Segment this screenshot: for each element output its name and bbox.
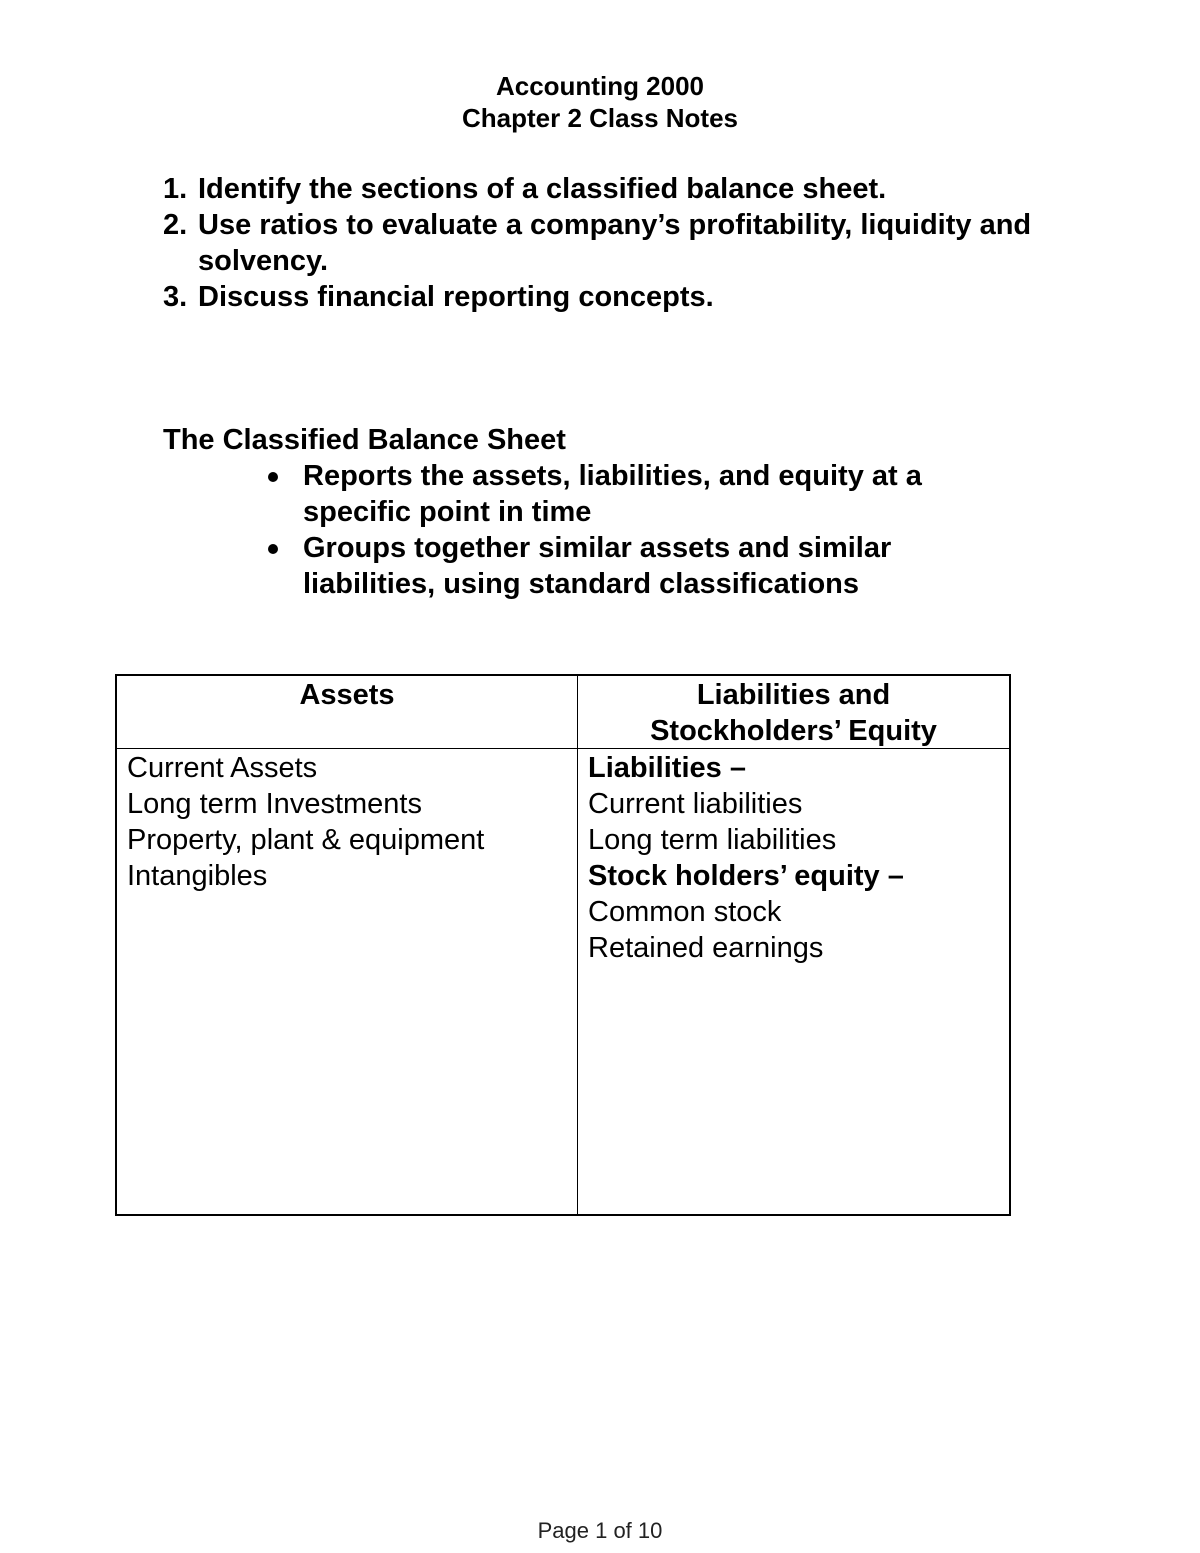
objective-number: 1. <box>163 173 188 205</box>
objective-item <box>163 171 1063 207</box>
objective-item <box>163 207 1063 279</box>
bullet-list <box>303 458 1023 602</box>
asset-item: Current Assets <box>127 752 318 784</box>
liabilities-header-line1: Liabilities and <box>696 679 891 711</box>
liabilities-subheading: Liabilities – <box>588 752 746 784</box>
document-title: Accounting 2000 <box>495 71 705 101</box>
bullet-icon <box>268 472 278 482</box>
objective-text: Use ratios to evaluate a company’s profitability, liquidity and solvency. <box>198 209 1032 277</box>
bullet-text: Reports the assets, liabilities, and equity at a specific point in time <box>303 460 922 528</box>
liability-item: Long term liabilities <box>588 824 837 856</box>
asset-item: Property, plant & equipment <box>127 824 485 856</box>
equity-subheading: Stock holders’ equity – <box>588 860 904 892</box>
objective-text: Identify the sections of a classified balance sheet. <box>198 173 887 205</box>
equity-item: Common stock <box>588 896 782 928</box>
bullet-icon <box>268 544 278 554</box>
bullet-text: Groups together similar assets and similar liabilities, using standard classifications <box>303 532 892 600</box>
objective-number: 2. <box>163 209 188 241</box>
asset-item: Long term Investments <box>127 788 422 820</box>
equity-item: Retained earnings <box>588 932 824 964</box>
liabilities-header-line2: Stockholders’ Equity <box>650 715 937 747</box>
objective-number: 3. <box>163 281 188 313</box>
liabilities-equity-header <box>578 677 1009 749</box>
section-heading: The Classified Balance Sheet <box>163 424 566 456</box>
objective-item <box>163 279 1063 315</box>
balance-sheet-table <box>115 674 1011 1216</box>
bullet-item <box>303 458 1023 530</box>
objective-text: Discuss financial reporting concepts. <box>198 281 714 313</box>
bullet-item <box>303 530 1023 602</box>
column-divider <box>577 676 578 1214</box>
objectives-list <box>163 171 1063 315</box>
assets-header: Assets <box>299 679 395 711</box>
asset-item: Intangibles <box>127 860 268 892</box>
page-number: Page 1 of 10 <box>537 1518 663 1543</box>
liabilities-equity-list <box>588 750 904 966</box>
liability-item: Current liabilities <box>588 788 803 820</box>
document-subtitle: Chapter 2 Class Notes <box>462 103 738 133</box>
assets-list <box>127 750 484 894</box>
